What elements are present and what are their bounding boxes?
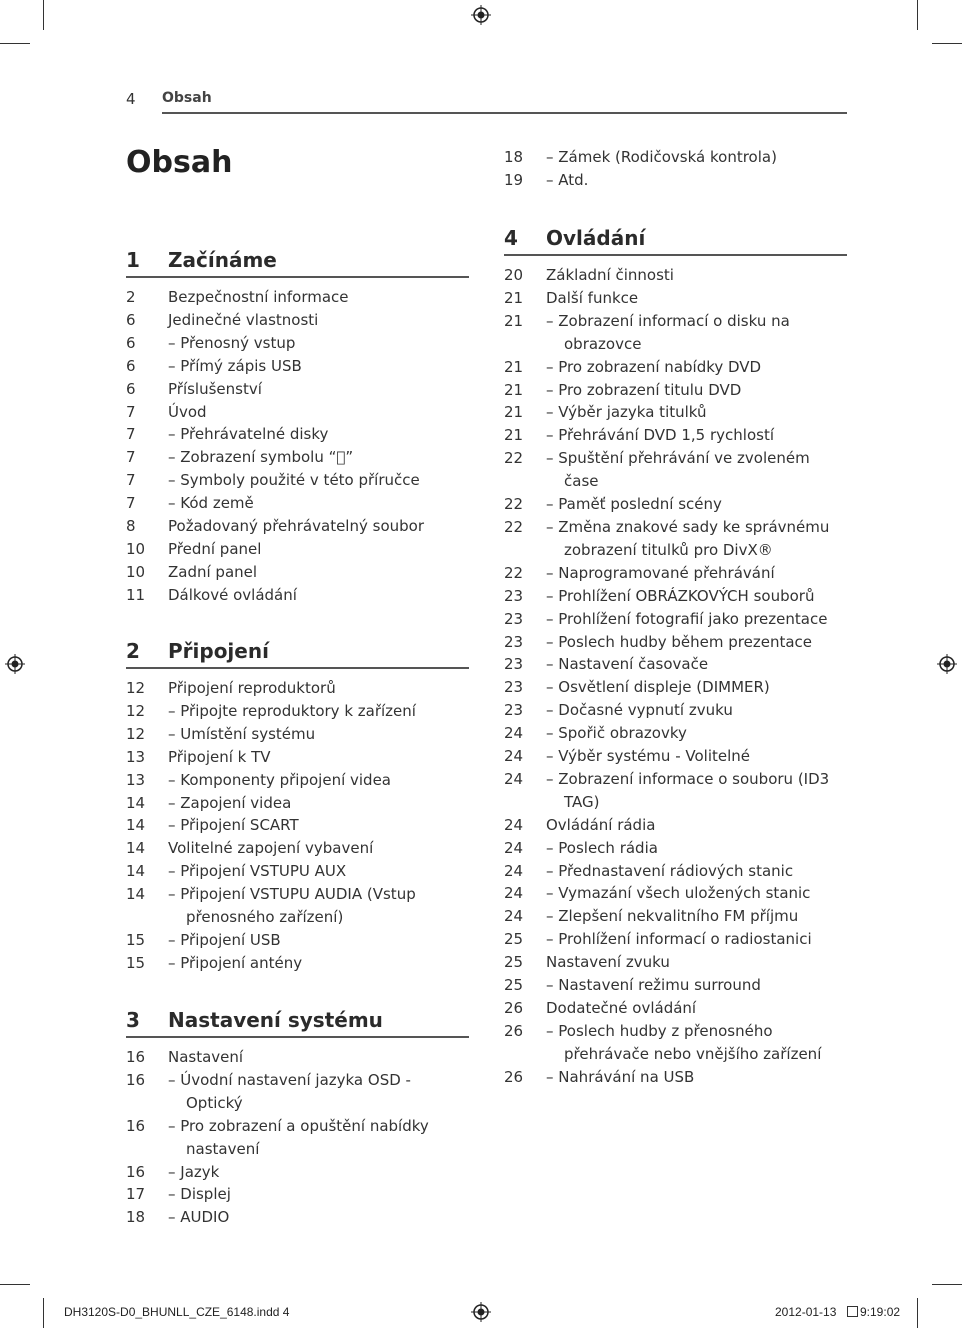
- toc-page-number: 23: [504, 655, 524, 674]
- toc-entry-text: Příslušenství: [168, 379, 262, 398]
- toc-entry-text: – Naprogramované přehrávání: [546, 563, 775, 582]
- toc-page-number: 6: [126, 333, 136, 352]
- toc-page-number: 7: [126, 471, 136, 490]
- toc-entry-text: – Jazyk: [168, 1162, 220, 1181]
- toc-entry: [126, 423, 469, 446]
- crop-mark: [932, 1284, 962, 1285]
- toc-entry: [126, 446, 469, 469]
- toc-entry-text: – Zlepšení nekvalitního FM příjmu: [546, 907, 799, 926]
- toc-page-number: 21: [504, 380, 524, 399]
- toc-entry: [504, 608, 847, 631]
- toc-entry-text: Dálkové ovládání: [168, 585, 297, 604]
- toc-entry: [126, 1069, 469, 1115]
- toc-entry: [126, 561, 469, 584]
- toc-page-number: 6: [126, 379, 136, 398]
- toc-page-number: 13: [126, 770, 146, 789]
- toc-entry: [126, 378, 469, 401]
- toc-page-number: 22: [504, 495, 524, 514]
- toc-page-number: 21: [504, 426, 524, 445]
- toc-page-number: 23: [504, 678, 524, 697]
- section-number: 2: [126, 639, 140, 663]
- toc-entry: [504, 146, 847, 169]
- toc-entry: [126, 952, 469, 975]
- toc-page-number: 23: [504, 632, 524, 651]
- registration-mark-icon: [471, 1302, 491, 1322]
- toc-page-number: 13: [126, 747, 146, 766]
- toc-list: [126, 1046, 469, 1229]
- toc-page-number: 7: [126, 402, 136, 421]
- toc-entry-text: – Dočasné vypnutí zvuku: [546, 701, 733, 720]
- toc-page-number: 23: [504, 701, 524, 720]
- toc-entry-text: – Připojte reproduktory k zařízení: [168, 701, 416, 720]
- toc-entry: [504, 401, 847, 424]
- toc-entry-text: – Displej: [168, 1185, 231, 1204]
- toc-entry-text: – Paměť poslední scény: [546, 495, 722, 514]
- toc-entry: [504, 768, 847, 814]
- registration-mark-icon: [5, 654, 25, 674]
- section-title: Začínáme: [168, 248, 277, 272]
- toc-entry: [126, 309, 469, 332]
- toc-page-number: 21: [504, 403, 524, 422]
- toc-entry-text: – Přehrávatelné disky: [168, 425, 329, 444]
- toc-page-number: 19: [504, 170, 524, 189]
- toc-page-number: 26: [504, 1067, 524, 1086]
- section-3: [126, 1000, 469, 1229]
- toc-entry: [504, 722, 847, 745]
- toc-entry: [504, 905, 847, 928]
- toc-entry: [504, 264, 847, 287]
- toc-entry: [126, 538, 469, 561]
- toc-entry-text: – Symboly použité v této příručce: [168, 471, 420, 490]
- toc-entry: [126, 1161, 469, 1184]
- toc-entry-text: – Atd.: [546, 170, 589, 189]
- toc-entry: [126, 584, 469, 607]
- toc-page-number: 24: [504, 884, 524, 903]
- toc-entry-text: Přední panel: [168, 539, 262, 558]
- section-2: [126, 631, 469, 975]
- toc-entry: [126, 492, 469, 515]
- section-title: Nastavení systému: [168, 1008, 383, 1032]
- toc-entry: [504, 951, 847, 974]
- toc-page-number: 21: [504, 311, 524, 330]
- registration-mark-icon: [937, 654, 957, 674]
- section-heading: [126, 1000, 469, 1038]
- registration-mark-icon: [471, 5, 491, 25]
- toc-entry-text: – Poslech hudby během prezentace: [546, 632, 813, 651]
- crop-mark: [43, 1298, 44, 1328]
- toc-page-number: 24: [504, 838, 524, 857]
- toc-page-number: 16: [126, 1070, 146, 1089]
- toc-entry: [126, 929, 469, 952]
- page-title: Obsah: [126, 145, 233, 180]
- toc-entry-text: – Umístění systému: [168, 724, 316, 743]
- toc-entry: [504, 516, 847, 562]
- section-heading: [504, 218, 847, 256]
- toc-entry: [504, 356, 847, 379]
- toc-entry-text: – Zobrazení informací o disku na obrazovce: [546, 311, 790, 353]
- toc-page-number: 17: [126, 1185, 146, 1204]
- toc-entry-text: Zadní panel: [168, 562, 258, 581]
- toc-page-number: 8: [126, 517, 136, 536]
- toc-entry-text: – Spořič obrazovky: [546, 724, 687, 743]
- toc-entry: [126, 769, 469, 792]
- toc-entry-text: – Poslech hudby z přenosného přehrávače nebo vnějšího zařízení: [546, 1021, 822, 1063]
- toc-page-number: 21: [504, 357, 524, 376]
- toc-page-number: 24: [504, 747, 524, 766]
- toc-entry: [504, 562, 847, 585]
- toc-entry-text: – Připojení antény: [168, 953, 303, 972]
- clock-icon: [847, 1306, 858, 1317]
- toc-page-number: 14: [126, 793, 146, 812]
- toc-entry: [126, 515, 469, 538]
- toc-entry-text: – Spuštění přehrávání ve zvoleném čase: [546, 449, 810, 491]
- toc-page-number: 25: [504, 953, 524, 972]
- toc-entry-text: – Připojení VSTUPU AUDIA (Vstup přenosného zařízení): [168, 885, 416, 927]
- toc-entry: [126, 883, 469, 929]
- toc-page-number: 16: [126, 1048, 146, 1066]
- toc-entry-text: Nastavení: [168, 1048, 244, 1066]
- toc-entry: [504, 1066, 847, 1089]
- toc-page-number: 16: [126, 1162, 146, 1181]
- toc-entry: [126, 792, 469, 815]
- section-4: [504, 218, 847, 1089]
- toc-page-number: 7: [126, 425, 136, 444]
- toc-page-number: 14: [126, 885, 146, 904]
- toc-page-number: 15: [126, 953, 146, 972]
- toc-entry-text: – Nahrávání na USB: [546, 1067, 695, 1086]
- toc-entry: [504, 447, 847, 493]
- toc-entry: [504, 676, 847, 699]
- toc-entry-text: – Přenosný vstup: [168, 333, 296, 352]
- toc-entry: [504, 424, 847, 447]
- toc-entry-text: Ovládání rádia: [546, 815, 656, 834]
- header-page-number: 4: [126, 90, 136, 108]
- toc-entry: [504, 169, 847, 192]
- toc-entry-text: Připojení reproduktorů: [168, 679, 336, 697]
- toc-entry-text: – Změna znakové sady ke správnému zobrazení titulků pro DivX®: [546, 517, 830, 559]
- toc-entry: [126, 723, 469, 746]
- toc-page-number: 15: [126, 930, 146, 949]
- toc-entry-text: Požadovaný přehrávatelný soubor: [168, 517, 424, 536]
- header-title: Obsah: [162, 90, 212, 106]
- toc-entry-text: – Zobrazení informace o souboru (ID3 TAG): [546, 769, 830, 811]
- toc-entry-text: Další funkce: [546, 288, 639, 307]
- toc-entry: [126, 1046, 469, 1069]
- toc-entry-text: Nastavení zvuku: [546, 953, 670, 972]
- toc-page-number: 12: [126, 724, 146, 743]
- crop-mark: [43, 0, 44, 30]
- toc-entry-text: – Úvodní nastavení jazyka OSD - Optický: [168, 1070, 411, 1112]
- toc-page-number: 7: [126, 494, 136, 513]
- section-1: [126, 240, 469, 607]
- toc-entry-text: – Osvětlení displeje (DIMMER): [546, 678, 770, 697]
- toc-entry-text: – Připojení SCART: [168, 816, 299, 835]
- toc-entry: [126, 469, 469, 492]
- toc-entry-text: – Připojení USB: [168, 930, 281, 949]
- toc-entry-text: – Komponenty připojení videa: [168, 770, 391, 789]
- toc-page-number: 23: [504, 609, 524, 628]
- toc-page-number: 16: [126, 1116, 146, 1135]
- toc-entry: [504, 974, 847, 997]
- toc-list: [126, 677, 469, 975]
- toc-entry: [504, 493, 847, 516]
- toc-entry: [126, 700, 469, 723]
- toc-entry-text: – Nastavení režimu surround: [546, 976, 761, 995]
- toc-entry: [504, 928, 847, 951]
- toc-entry: [126, 837, 469, 860]
- toc-page-number: 24: [504, 815, 524, 834]
- footer-time: 9:19:02: [860, 1305, 901, 1319]
- crop-mark: [917, 0, 918, 30]
- toc-page-number: 10: [126, 562, 146, 581]
- crop-mark: [932, 43, 962, 44]
- toc-entry: [126, 860, 469, 883]
- section-heading: [126, 631, 469, 669]
- toc-entry: [504, 860, 847, 883]
- section-number: 4: [504, 226, 518, 250]
- toc-page-number: 14: [126, 816, 146, 835]
- toc-entry: [504, 837, 847, 860]
- toc-page-number: 20: [504, 266, 524, 284]
- toc-page-number: 24: [504, 724, 524, 743]
- footer-file: DH3120S-D0_BHUNLL_CZE_6148.indd 4: [64, 1305, 290, 1319]
- toc-page-number: 6: [126, 310, 136, 329]
- toc-entry-text: Připojení k TV: [168, 747, 271, 766]
- toc-entry: [126, 677, 469, 700]
- toc-page-number: 7: [126, 448, 136, 467]
- toc-entry-text: – Výběr systému - Volitelné: [546, 747, 750, 766]
- toc-entry-text: – Přímý zápis USB: [168, 356, 302, 375]
- crop-mark: [0, 43, 30, 44]
- toc-list: [504, 264, 847, 1089]
- toc-entry-text: – Pro zobrazení titulu DVD: [546, 380, 742, 399]
- toc-page-number: 26: [504, 1021, 524, 1040]
- section-heading: [126, 240, 469, 278]
- toc-entry-text: – Připojení VSTUPU AUX: [168, 862, 347, 881]
- toc-continuation: [504, 146, 847, 192]
- toc-page-number: 24: [504, 907, 524, 926]
- toc-entry-text: Dodatečné ovládání: [546, 999, 697, 1017]
- toc-entry-text: – Prohlížení fotografií jako prezentace: [546, 609, 828, 628]
- toc-entry-text: Jedinečné vlastnosti: [168, 310, 319, 329]
- toc-page-number: 14: [126, 839, 146, 858]
- toc-page-number: 12: [126, 701, 146, 720]
- toc-page-number: 26: [504, 999, 524, 1017]
- toc-entry: [126, 401, 469, 424]
- section-title: Ovládání: [546, 226, 646, 250]
- toc-entry: [504, 814, 847, 837]
- toc-entry: [504, 997, 847, 1020]
- toc-page-number: 12: [126, 679, 146, 697]
- toc-entry-text: – Nastavení časovače: [546, 655, 709, 674]
- toc-page-number: 24: [504, 769, 524, 788]
- toc-entry-text: – Prohlížení informací o radiostanici: [546, 930, 812, 949]
- toc-entry-text: – Zámek (Rodičovská kontrola): [546, 148, 777, 166]
- toc-entry: [504, 653, 847, 676]
- section-number: 3: [126, 1008, 140, 1032]
- toc-entry-text: – Poslech rádia: [546, 838, 658, 857]
- toc-entry: [504, 631, 847, 654]
- toc-page-number: 2: [126, 288, 136, 306]
- toc-entry-text: – Zobrazení symbolu “⃠”: [168, 448, 354, 467]
- toc-entry-text: – Vymazání všech uložených stanic: [546, 884, 811, 903]
- toc-entry: [504, 1020, 847, 1066]
- toc-entry: [504, 699, 847, 722]
- section-number: 1: [126, 248, 140, 272]
- toc-entry: [126, 332, 469, 355]
- toc-entry: [504, 379, 847, 402]
- toc-entry: [126, 1183, 469, 1206]
- footer-date: 2012-01-13: [775, 1305, 837, 1319]
- toc-entry-text: – Pro zobrazení nabídky DVD: [546, 357, 762, 376]
- toc-list: [504, 146, 847, 192]
- crop-mark: [0, 1284, 30, 1285]
- toc-entry: [504, 287, 847, 310]
- toc-entry: [126, 1206, 469, 1229]
- toc-page-number: 14: [126, 862, 146, 881]
- toc-entry: [504, 310, 847, 356]
- toc-entry-text: Volitelné zapojení vybavení: [168, 839, 374, 858]
- toc-entry: [126, 1115, 469, 1161]
- toc-page-number: 21: [504, 288, 524, 307]
- toc-entry: [126, 286, 469, 309]
- toc-entry: [504, 882, 847, 905]
- toc-page-number: 18: [126, 1208, 146, 1227]
- toc-page-number: 25: [504, 930, 524, 949]
- toc-page-number: 22: [504, 563, 524, 582]
- toc-entry-text: – AUDIO: [168, 1208, 230, 1227]
- toc-entry: [126, 814, 469, 837]
- toc-page-number: 18: [504, 148, 524, 166]
- toc-page-number: 11: [126, 585, 146, 604]
- section-title: Připojení: [168, 639, 269, 663]
- toc-entry-text: – Přehrávání DVD 1,5 rychlostí: [546, 426, 774, 445]
- header-rule: [162, 112, 847, 114]
- toc-entry: [504, 585, 847, 608]
- toc-entry-text: Základní činnosti: [546, 266, 674, 284]
- toc-page-number: 24: [504, 861, 524, 880]
- toc-page-number: 25: [504, 976, 524, 995]
- toc-entry-text: – Pro zobrazení a opuštění nabídky nastavení: [168, 1116, 429, 1158]
- toc-page-number: 22: [504, 517, 524, 536]
- toc-entry-text: – Kód země: [168, 494, 254, 513]
- toc-entry-text: – Prohlížení OBRÁZKOVÝCH souborů: [546, 586, 815, 605]
- crop-mark: [917, 1298, 918, 1328]
- toc-page-number: 23: [504, 586, 524, 605]
- toc-entry-text: – Přednastavení rádiových stanic: [546, 861, 794, 880]
- toc-page-number: 22: [504, 449, 524, 468]
- toc-page-number: 10: [126, 539, 146, 558]
- toc-entry-text: – Zapojení videa: [168, 793, 292, 812]
- toc-entry-text: – Výběr jazyka titulků: [546, 403, 707, 422]
- toc-page-number: 6: [126, 356, 136, 375]
- toc-entry: [504, 745, 847, 768]
- toc-entry-text: Úvod: [168, 402, 207, 421]
- toc-entry: [126, 355, 469, 378]
- toc-entry-text: Bezpečnostní informace: [168, 288, 349, 306]
- toc-list: [126, 286, 469, 607]
- toc-entry: [126, 746, 469, 769]
